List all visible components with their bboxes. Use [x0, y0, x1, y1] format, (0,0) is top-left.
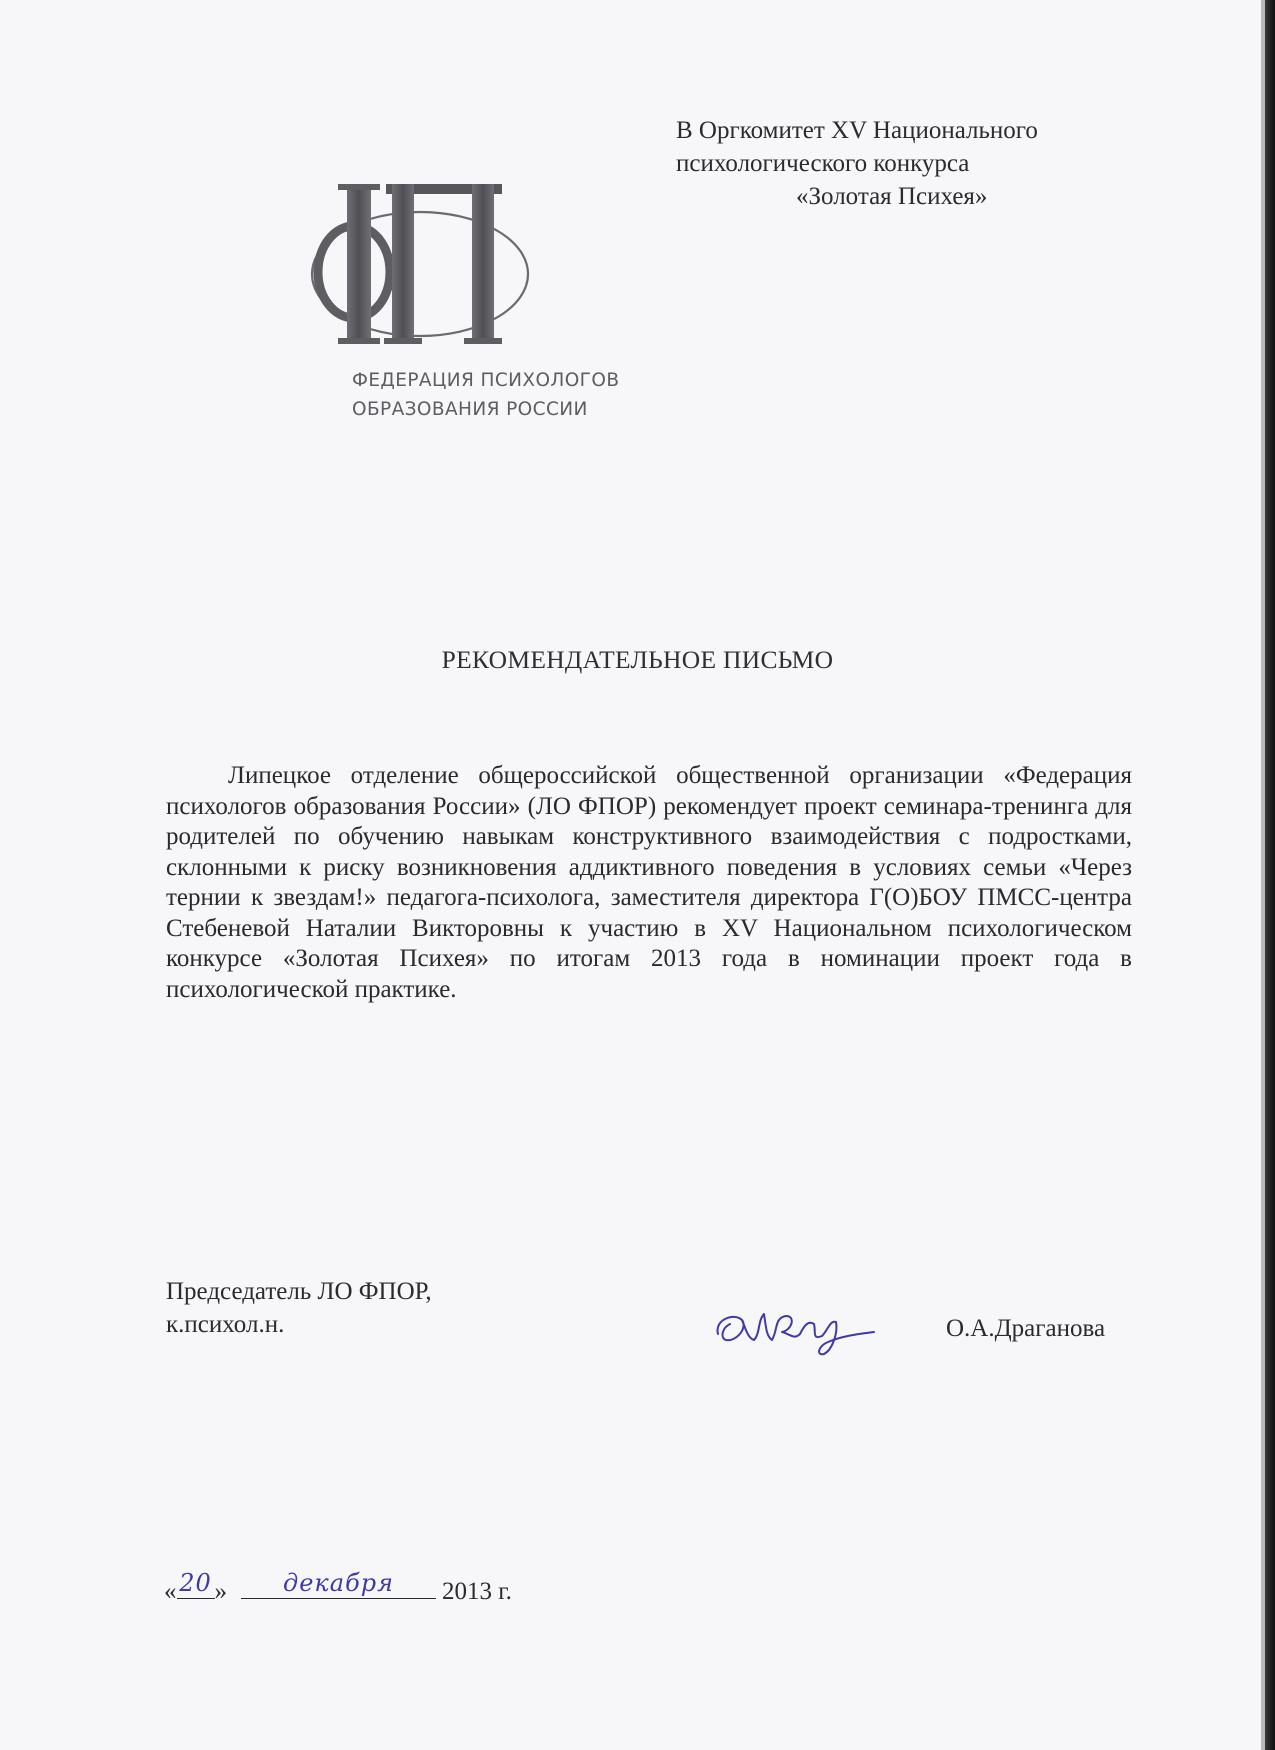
date-close-quote: » [214, 1578, 227, 1605]
date-open-quote: « [164, 1578, 177, 1605]
date-day: 20 [179, 1569, 212, 1597]
logo-caption [352, 366, 619, 424]
handwritten-signature [712, 1290, 877, 1358]
letter-body: Липецкое отделение общероссийской общественной организации «Федерация психологов образования России» (ЛО ФПОР) рекомендует проект семинара-тренинга для родителей по обучению навыкам конструктивного взаимодействия с подростками, склонными к риску возникновения аддиктивного поведения в условиях семьи «Через тернии к звездам!» педагога-психолога, заместителя директора Г(О)БОУ ПМСС-центра Стебеневой Наталии Викторовны к участию в XV Национальном психологическом конкурсе «Золотая Психея» по итогам 2013 года в номинации проект года в психологической практике. [166, 762, 1132, 1003]
signer-degree: к.психол.н. [166, 1311, 285, 1338]
logo-caption-line-1: ФЕДЕРАЦИЯ ПСИХОЛОГОВ [352, 370, 620, 391]
fpor-logo [292, 184, 572, 344]
letter-title: РЕКОМЕНДАТЕЛЬНОЕ ПИСЬМО [441, 645, 834, 674]
date-month: декабря [283, 1569, 394, 1597]
scan-page-edge [1265, 0, 1275, 1750]
date-day-blank [177, 1569, 215, 1599]
logo-caption-line-2: ОБРАЗОВАНИЯ РОССИИ [352, 399, 588, 420]
addressee-block [676, 114, 1038, 213]
date-month-blank [241, 1569, 436, 1599]
addressee-line-1: В Оргкомитет XV Национального [676, 117, 1038, 144]
date-year: 2013 г. [442, 1578, 512, 1605]
addressee-line-3: «Золотая Психея» [796, 183, 988, 210]
signer-name: О.А.Драганова [946, 1315, 1106, 1342]
signer-position: Председатель ЛО ФПОР, [166, 1278, 432, 1305]
date-line [164, 1569, 512, 1606]
signer-block [166, 1275, 432, 1341]
addressee-line-2: психологического конкурса [676, 150, 970, 177]
